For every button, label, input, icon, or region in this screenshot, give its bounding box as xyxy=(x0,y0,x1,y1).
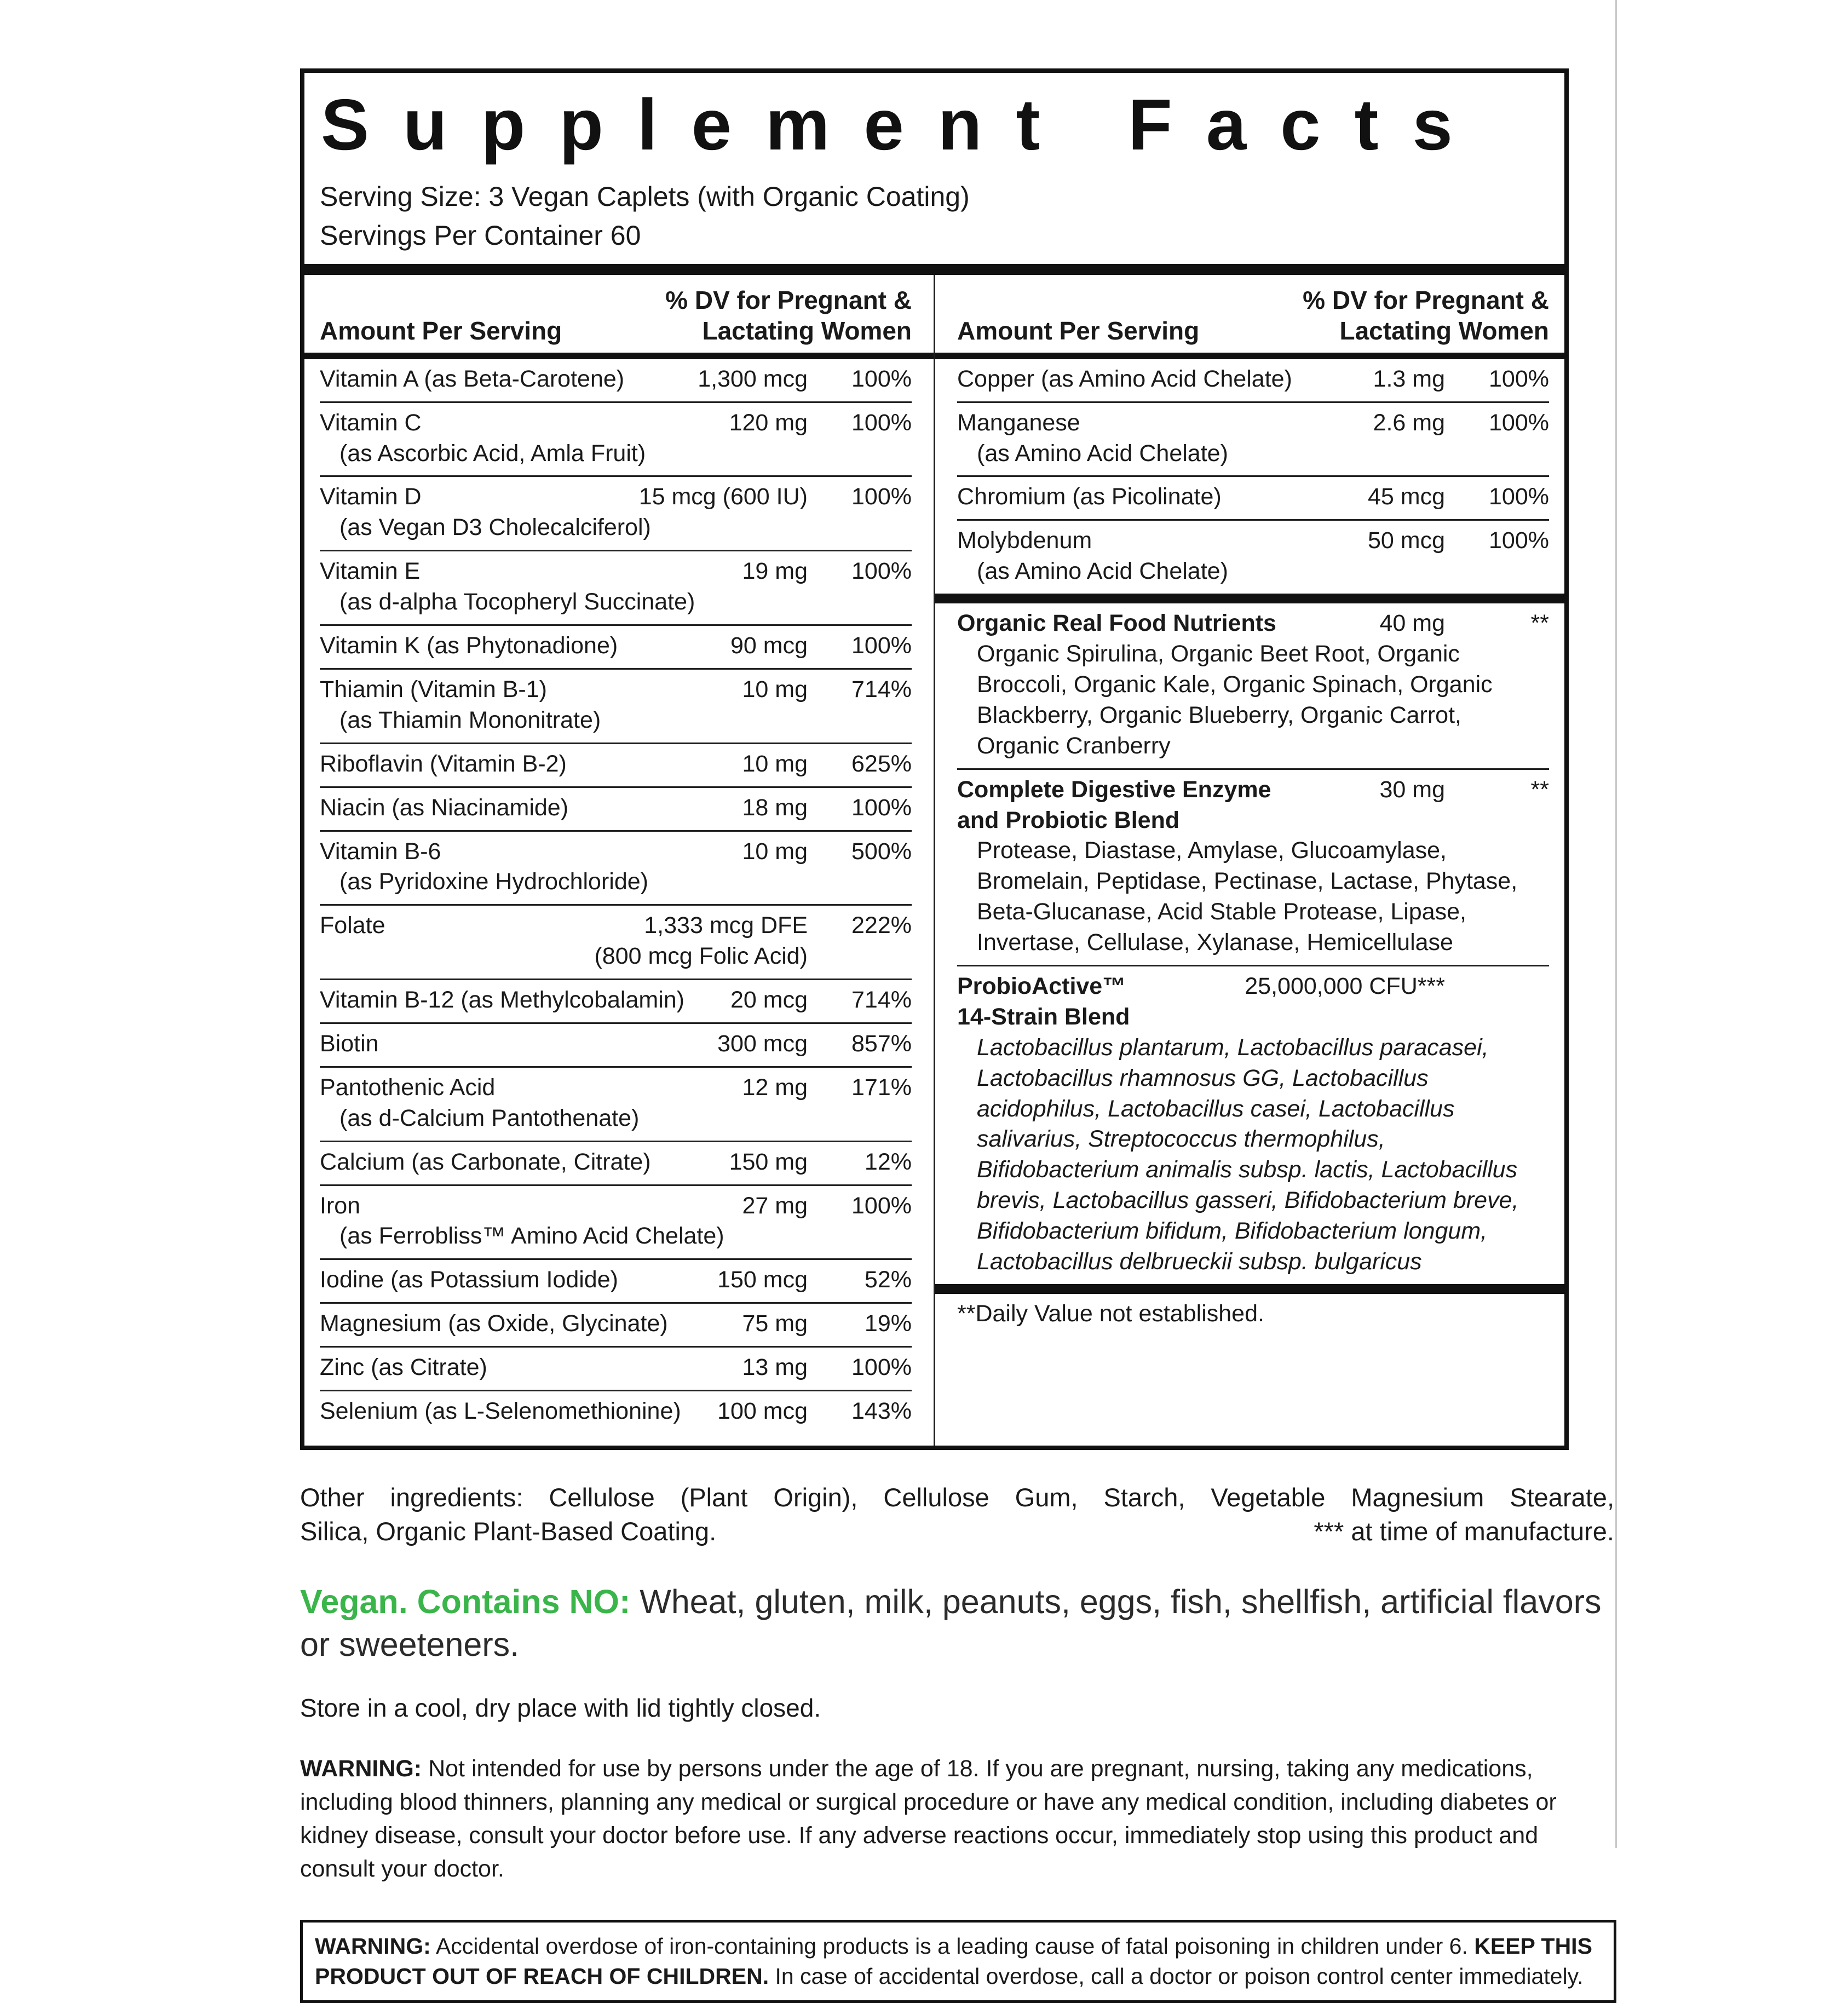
nutrient-amount: 27 mg xyxy=(742,1192,808,1219)
nutrient-row xyxy=(320,401,912,476)
nutrient-name: Vitamin E xyxy=(320,558,421,585)
nutrient-dv: 100% xyxy=(851,365,912,392)
nutrient-source: (as Ascorbic Acid, Amla Fruit) xyxy=(339,440,646,467)
warning-paragraph xyxy=(300,1752,1614,1886)
nutrient-dv: 714% xyxy=(851,987,912,1014)
nutrient-amount: 1,300 mcg xyxy=(698,365,808,392)
nutrient-row xyxy=(320,1390,912,1434)
section-rule xyxy=(935,1284,1564,1294)
nutrient-amount: 1.3 mg xyxy=(1373,365,1445,392)
other-ingredients-line1: Other ingredients: Cellulose (Plant Origin), Cellulose Gum, Starch, Vegetable Magnesium Stearate, xyxy=(300,1482,1614,1512)
nutrient-dv: 100% xyxy=(851,1192,912,1219)
nutrient-amount: 15 mcg (600 IU) xyxy=(638,484,808,510)
nutrient-name: Vitamin C xyxy=(320,409,422,436)
keep-out-of-reach-text: KEEP THIS PRODUCT OUT OF REACH OF CHILDREN. xyxy=(315,1933,1592,1989)
nutrient-amount: 120 mg xyxy=(729,409,808,436)
nutrient-amount: 10 mg xyxy=(742,838,808,865)
nutrient-name: Calcium (as Carbonate, Citrate) xyxy=(320,1148,651,1175)
manufacture-note: *** at time of manufacture. xyxy=(1314,1516,1614,1546)
nutrient-name-line2: 14-Strain Blend xyxy=(957,1003,1130,1030)
nutrient-name: Riboflavin (Vitamin B-2) xyxy=(320,750,567,777)
nutrient-columns xyxy=(320,275,1549,1446)
nutrient-amount: 45 mcg xyxy=(1367,484,1445,510)
nutrient-dv: 100% xyxy=(851,409,912,436)
iron-warning-box: WARNING: Accidental overdose of iron-containing products is a leading cause of fatal poisoning in children under 6. KEEP THIS PRODUCT OUT OF REACH OF CHILDREN. In case of accidental overdose, call a doctor or poison control center immediately. xyxy=(300,1920,1616,2003)
nutrient-dv: 714% xyxy=(851,676,912,703)
nutrient-name: Zinc (as Citrate) xyxy=(320,1354,487,1381)
nutrient-row xyxy=(320,979,912,1022)
nutrient-amount: 10 mg xyxy=(742,750,808,777)
nutrient-name: Manganese xyxy=(957,409,1080,436)
rows-left xyxy=(320,359,912,1434)
nutrient-amount: 150 mg xyxy=(729,1148,808,1175)
storage-instructions: Store in a cool, dry place with lid tightly closed. xyxy=(300,1694,821,1723)
nutrient-dv: 100% xyxy=(851,558,912,585)
section-rule xyxy=(935,594,1564,603)
nutrient-name: Organic Real Food Nutrients xyxy=(957,610,1276,637)
nutrient-name: Selenium (as L-Selenomethionine) xyxy=(320,1397,681,1424)
nutrient-name: **Daily Value not established. xyxy=(957,1300,1264,1327)
supplement-label xyxy=(300,68,1614,2003)
nutrient-name: Vitamin B-12 (as Methylcobalamin) xyxy=(320,987,684,1014)
amount-per-serving-header: Amount Per Serving xyxy=(320,316,562,345)
nutrient-amount: 13 mg xyxy=(742,1354,808,1381)
nutrient-name: Pantothenic Acid xyxy=(320,1074,496,1101)
nutrient-source: (as d-alpha Tocopheryl Succinate) xyxy=(339,589,695,615)
nutrient-row xyxy=(320,904,912,979)
thick-rule xyxy=(304,264,1564,275)
nutrient-name-line2: and Probiotic Blend xyxy=(957,807,1180,833)
nutrient-dv: 143% xyxy=(851,1397,912,1424)
warning-label: WARNING: xyxy=(300,1755,422,1782)
panel-title: Supplement Facts xyxy=(321,84,1487,165)
nutrient-source: (as Amino Acid Chelate) xyxy=(977,558,1228,585)
nutrient-row xyxy=(320,1184,912,1259)
rows-right xyxy=(957,359,1549,1336)
nutrient-row xyxy=(957,768,1549,965)
other-ingredients xyxy=(300,1481,1614,1549)
nutrient-name: Folate xyxy=(320,912,385,939)
nutrient-source: (as Vegan D3 Cholecalciferol) xyxy=(339,514,651,541)
nutrient-source: (as Thiamin Mononitrate) xyxy=(339,706,601,733)
nutrient-amount: 50 mcg xyxy=(1367,527,1445,554)
header-rule xyxy=(935,353,1564,359)
dv-header: % DV for Pregnant & Lactating Women xyxy=(1303,285,1549,345)
nutrient-dv: 100% xyxy=(1489,409,1549,436)
nutrient-dv: 171% xyxy=(851,1074,912,1101)
nutrient-dv: 100% xyxy=(1489,484,1549,510)
nutrient-row xyxy=(957,519,1549,594)
nutrient-row xyxy=(320,624,912,668)
nutrient-name: Vitamin B-6 xyxy=(320,838,441,865)
dv-header: % DV for Pregnant & Lactating Women xyxy=(665,285,912,345)
serving-info xyxy=(320,177,1549,255)
servings-per-container: Servings Per Container 60 xyxy=(320,220,641,251)
nutrient-row xyxy=(957,1294,1549,1336)
nutrient-amount: 10 mg xyxy=(742,676,808,703)
nutrient-row xyxy=(320,475,912,550)
nutrient-amount: 40 mg xyxy=(1379,610,1445,637)
nutrient-dv: 100% xyxy=(851,484,912,510)
nutrient-amount: 18 mg xyxy=(742,794,808,821)
nutrient-name: Copper (as Amino Acid Chelate) xyxy=(957,365,1292,392)
nutrient-dv: 19% xyxy=(864,1310,912,1337)
nutrient-amount: 30 mg xyxy=(1379,776,1445,803)
nutrient-row xyxy=(957,359,1549,401)
nutrient-amount: 2.6 mg xyxy=(1373,409,1445,436)
nutrient-amount: 300 mcg xyxy=(717,1030,808,1057)
nutrient-dv: 500% xyxy=(851,838,912,865)
nutrient-row xyxy=(320,1258,912,1302)
nutrient-dv: 857% xyxy=(851,1030,912,1057)
column-header xyxy=(320,275,912,353)
nutrient-amount: 100 mcg xyxy=(717,1397,808,1424)
nutrient-row xyxy=(320,1022,912,1066)
nutrient-row xyxy=(957,475,1549,519)
nutrient-source: Lactobacillus plantarum, Lactobacillus paracasei, Lactobacillus rhamnosus GG, Lactobacillus acidophilus, Lactobacillus casei, Lactobacillus salivarius, Streptococcus thermophilus, Bifidobacterium animalis subsp. lactis, Lactobacillus brevis, Lactobacillus gasseri, Bifidobacterium breve, Bifidobacterium bifidum, Bifidobacterium longum, Lactobacillus delbrueckii subsp. bulgaricus xyxy=(977,1034,1519,1275)
amount-per-serving-header: Amount Per Serving xyxy=(957,316,1200,345)
nutrient-name: Molybdenum xyxy=(957,527,1092,554)
nutrient-row xyxy=(957,603,1549,768)
nutrient-dv: ** xyxy=(1530,610,1549,637)
nutrient-amount: 150 mcg xyxy=(717,1267,808,1293)
nutrient-row xyxy=(320,1302,912,1346)
nutrient-name: Magnesium (as Oxide, Glycinate) xyxy=(320,1310,668,1337)
nutrient-name: Complete Digestive Enzyme xyxy=(957,776,1271,803)
nutrient-amount: 25,000,000 CFU*** xyxy=(1245,972,1445,999)
nutrient-amount: 75 mg xyxy=(742,1310,808,1337)
header-rule xyxy=(304,353,934,359)
nutrient-name: Thiamin (Vitamin B-1) xyxy=(320,676,547,703)
nutrient-dv: 52% xyxy=(864,1267,912,1293)
nutrient-row xyxy=(320,668,912,743)
nutrient-amount: 12 mg xyxy=(742,1074,808,1101)
nutrient-row xyxy=(320,786,912,830)
nutrient-row xyxy=(320,1346,912,1390)
nutrient-dv: 12% xyxy=(864,1148,912,1175)
nutrient-dv: 100% xyxy=(851,1354,912,1381)
nutrient-dv: ** xyxy=(1530,776,1549,803)
nutrient-name: Niacin (as Niacinamide) xyxy=(320,794,569,821)
nutrient-name: Iron xyxy=(320,1192,361,1219)
nutrient-row xyxy=(957,401,1549,476)
nutrient-dv: 100% xyxy=(851,632,912,659)
nutrient-source: (as d-Calcium Pantothenate) xyxy=(339,1104,640,1131)
nutrient-name: ProbioActive™ xyxy=(957,972,1126,999)
nutrient-source: (as Pyridoxine Hydrochloride) xyxy=(339,868,648,895)
nutrient-row xyxy=(320,1141,912,1184)
nutrient-name: Biotin xyxy=(320,1030,379,1057)
nutrient-dv: 100% xyxy=(851,794,912,821)
nutrient-source: (as Amino Acid Chelate) xyxy=(977,440,1228,467)
nutrient-row xyxy=(320,550,912,624)
vegan-label: Vegan. Contains NO: xyxy=(300,1582,631,1620)
nutrient-row xyxy=(320,830,912,905)
nutrient-name: Vitamin K (as Phytonadione) xyxy=(320,632,618,659)
nutrient-row xyxy=(957,965,1549,1284)
nutrient-row xyxy=(320,1066,912,1141)
nutrient-amount: 1,333 mcg DFE xyxy=(644,912,808,939)
vegan-text: Wheat, gluten, milk, peanuts, eggs, fish, shellfish, artificial flavors or sweeteners. xyxy=(300,1582,1602,1663)
supplement-facts-panel xyxy=(300,68,1569,1450)
nutrients-column-right xyxy=(935,275,1549,1446)
nutrient-amount: 20 mcg xyxy=(730,987,808,1014)
other-ingredients-line2: Silica, Organic Plant-Based Coating. *** at time of manufacture. xyxy=(300,1515,1614,1549)
nutrient-source: Organic Spirulina, Organic Beet Root, Organic Broccoli, Organic Kale, Organic Spinach, Organic Blackberry, Organic Blueberry, Organic Carrot, Organic Cranberry xyxy=(977,641,1493,759)
warning-label: WARNING: xyxy=(315,1933,431,1959)
nutrient-source: Protease, Diastase, Amylase, Glucoamylase, Bromelain, Peptidase, Pectinase, Lactase, Phytase, Beta-Glucanase, Acid Stable Protease, Lipase, Invertase, Cellulase, Xylanase, Hemicellulase xyxy=(977,837,1518,956)
nutrient-name: Vitamin D xyxy=(320,484,422,510)
nutrient-row xyxy=(320,359,912,401)
serving-size: Serving Size: 3 Vegan Caplets (with Organic Coating) xyxy=(320,181,970,212)
nutrient-dv: 625% xyxy=(851,750,912,777)
nutrient-dv: 100% xyxy=(1489,527,1549,554)
nutrient-name: Chromium (as Picolinate) xyxy=(957,484,1222,510)
column-header xyxy=(957,275,1549,353)
nutrient-source: (as Ferrobliss™ Amino Acid Chelate) xyxy=(339,1223,724,1250)
nutrient-amount: 90 mcg xyxy=(730,632,808,659)
warning-text: Not intended for use by persons under the age of 18. If you are pregnant, nursing, taking any medications, including blood thinners, planning any medical or surgical procedure or have any medical condition, including diabetes or kidney disease, consult your doctor before use. If any adverse reactions occur, immediately stop using this product and consult your doctor. xyxy=(300,1755,1557,1883)
nutrient-source: (800 mcg Folic Acid) xyxy=(594,943,808,970)
vegan-statement xyxy=(300,1580,1614,1666)
nutrient-name: Vitamin A (as Beta-Carotene) xyxy=(320,365,625,392)
nutrient-amount: 19 mg xyxy=(742,558,808,585)
label-edge-line xyxy=(1615,0,1617,1848)
nutrient-row xyxy=(320,743,912,786)
nutrient-name: Iodine (as Potassium Iodide) xyxy=(320,1267,618,1293)
nutrient-dv: 100% xyxy=(1489,365,1549,392)
nutrient-dv: 222% xyxy=(851,912,912,939)
nutrients-column-left xyxy=(320,275,934,1446)
